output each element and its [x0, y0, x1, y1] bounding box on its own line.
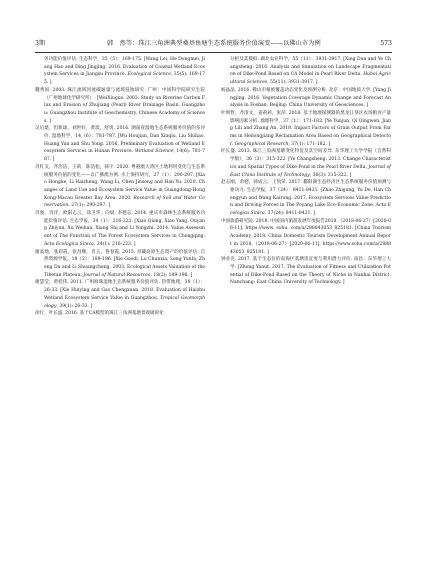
reference-entry — [35, 56, 205, 87]
journal-name: Ecological Science — [127, 72, 171, 78]
reference-text: 分析及其模拟. 湖北农业科学，55（11）：3931-3917. [Xing Dan and Ye Changsheng. 2016. Analysis and Simulation on Landscape Fragmentation of Dike-Pond Based on CA Model in Pearl River Delta. — [230, 57, 391, 78]
journal-name: Journal of East China Institute of Technology — [230, 164, 391, 178]
journal-name: Hubei Agricultural Sciences — [230, 72, 392, 86]
reference-entry — [35, 210, 205, 249]
reference-entry — [221, 179, 391, 218]
reference-text: , 39(1): 26-33. ] — [56, 303, 93, 309]
reference-entry — [35, 249, 205, 280]
reference-text: 谢高地，张彩霞，张昌顺，肖玉，鲁春霞. 2015. 青藏高原生态资产的价值评估. 自然资源学报，18（2）：189-196. [Xie Gaodi, Lu Chunxia, Leng Yunfa, Zheng Du and Li Shuangcheng. 2003. Ecological Assets Valuation of the Tibetan Plateau. — [35, 249, 205, 278]
issue-number: 3期 — [35, 40, 46, 47]
reference-text: 叶圳哲，齐清文，姜莉莉，张萍. 2018. 基于地理探测器的黑龙江垦区农场粮食产量影响因素分析. 地理科学，37（1）：171-182. [Ye Yunjun, Qi Qingwen, Jiang Lili and Zhang An. 2018. Impact Factors of Grain Output From Farms in Heilongjiang Reclamation Area Based on Geographical Detector. — [221, 110, 391, 147]
reference-text: 钟业克. 2017. 基于生态位的南海区基塘适宜度与利用潜力评价. 南昌：东华理工大学. [Zhong Yanut. 2017. The Evaluation of Fitness and Utilization Potential of Dike-Pond Based on the Theory of Niche in Nanhai District. Nanchang: East China University of Technology. ] — [221, 257, 391, 286]
reference-text: 谢慧莹，黄桂伟. 2011. 广州海珠湿地生态系统服务价值评估. 热带地理，39（1）：26-33. [Xie Huiying and Gao Chengxuan. 2018. Evaluation of Haizhu Wetland Ecosystem Service Value in Guangzhou. — [35, 280, 205, 301]
reference-text: , 36(3): 315-322. ] — [309, 172, 352, 178]
reference-entry — [35, 125, 205, 164]
reference-entry — [221, 87, 391, 110]
reference-text: 肖红戈，齐浩洁，王莉，陈浩松，韩宇. 2020. 粤港澳大湾区土地利用变化与生态系统服务价值的变化——以广佛澳为例. 水土保持研究，27（1）：290-297. [Xiao Hongke, Li Haizheng, Wang Li, Chen Jinsong and Han Yu. 2020. Changes of Land Use and Ecosystem Service Value in Guangdong-HongKong-Macau Greater Bay Area. 2020. — [35, 164, 205, 201]
reference-entry — [221, 110, 391, 149]
journal-name: Wetland Science — [134, 149, 174, 155]
reference-text: 徐行，叶长盛. 2016. 基于CA模型的珠江三角洲基塘景观破碎化 — [35, 311, 164, 317]
running-title: 韩 然等：珠江三角洲典型桑基鱼塘生态系统服务价值演变——以佛山市为例 — [107, 40, 321, 47]
journal-name: Tropical Geomorphology — [44, 295, 205, 309]
left-column — [35, 56, 205, 318]
reference-entry — [221, 148, 391, 179]
reference-entry — [221, 218, 391, 257]
reference-text: 中国旅游研究院. 2018. 中国国内旅游发展年度报告2018.（2018-06-27）[2020-06-11]. https://www. sohu. com/a/288843053_825181. [China Tourism Academy. 2018. China Domestic Tourism Development Annual Report in 2018.（2018-06-27）[2020-06-11]. https://www.sohu.com/a/288843053_825181. ] — [221, 218, 391, 255]
reference-text: , 37(24): 8411-8421. ] — [264, 211, 316, 217]
reference-entry — [221, 56, 391, 87]
reference-entry — [35, 310, 205, 318]
reference-entry — [221, 256, 391, 287]
reference-text: , 55(11): 3931-3917. ] — [267, 80, 318, 86]
reference-text: , 34(1): 216-223. ] — [93, 241, 136, 247]
reference-text: , 37(1): 171-182. ] — [288, 141, 331, 147]
reference-text: 魏秀国. 2003. 珠江流域河流碳通量与流域侵蚀研究. 广州：中国科学院研究生院（广州地球化学研究所）. [WeiXiuguo. 2003. Study on Riverine Carbon Flux and Erosion of Zhujiang (Pearl) River Drainage Basin. Guangzhou: Guangzhou Institute of Geochemistry, Chinese Academy of Sciences. ] — [35, 87, 205, 124]
reference-text: 吴后建，但新球，刘世好，黄琰，舒勇. 2016. 湖南省湿地生态系统服务价值的多评价. 湿地科学，14（6）：781-787. [Wu Houjian, Dan Xinqiu, Liu Shihao, Huang Yan and Shu Yong. 2016. Preliminary Evaluation of Wetland Ecosystem Services in Hunan Province. — [35, 126, 205, 155]
reference-text: 叶长盛. 2013. 珠江三角洲基塘变化特征及其空间差异. 东华理工大学学报（自然科学版），36（3）：315-322. [Ye Changsheng. 2013. Change Characteristics and Spatial Types of Dike-Pond in the Pearl River Delta. — [221, 149, 391, 170]
reference-text: , 14(6): 781-787. ] — [44, 149, 205, 163]
journal-name: Journal of Natural Resources — [83, 272, 151, 278]
reference-text: 赵志刚，余德，韩成云，王凯荣. 2017. 鄱阳湖生态经济区生态系统服务价值预测与驱动力. 生态学报，37（24）：8411-8421. [Zhao Zhigang, Yu De, Han Chengyun and Wang Kairong. 2017. Ecosystem Services Value Prediction and Driving Forces in The Poyang Lake Eco-Economic Zone. — [221, 180, 391, 209]
reference-text: 肖强，肖洋，欧阳志云，徐卫华，向斌. 李德志. 2014. 重庆市森林生态系统服务功能价值评估. 生态学报，34（1）：216-223. [Xiao Qiang, Xiao Yang, Ouyang Zhiyun, Xu Weihua, Xiang Shi and Li Yongzhi. 2014. Value Assessment of The Function of The Forest Ecosystem Services in Chongqing. — [35, 211, 205, 240]
journal-name: Geographical Research — [234, 141, 289, 147]
reference-text: , 27(1): 290-297. ] — [68, 203, 111, 209]
reference-entry — [35, 279, 205, 310]
right-column — [221, 56, 391, 287]
journal-name: Acta Ecologica Sinica — [44, 241, 94, 247]
running-header — [35, 38, 392, 50]
header-rule — [35, 52, 392, 53]
reference-text: 务功能价值评估. 生态科学，35（5）：169-175. [Wang Lei, He Dongmei, Jiang Hao and Ding Jingjing. 2016. Evaluation of Coastal Wetland Ecosystem Services in Jiangsu Province. — [44, 57, 205, 78]
reference-text: , 35(5): 169-175. ] — [44, 72, 206, 86]
reference-entry — [35, 87, 205, 126]
reference-entry — [35, 164, 205, 210]
journal-name: Research of Soil and Water Conservation — [44, 195, 205, 209]
reference-text: 杨晶晶. 2016. 佛山市植被覆盖动态变化及预测分析. 北京：中国地质大学. [Yang Jingjing. 2016. Vegetation Coverage Dynamic Change and Forecast Analysis in Foshan. Beijing: China University of Geosciences. ] — [221, 87, 391, 109]
page-number: 573 — [380, 40, 392, 47]
reference-text: , 18(2): 189-196. ] — [150, 272, 193, 278]
journal-name: Acta Ecologica Sinica — [230, 203, 391, 217]
